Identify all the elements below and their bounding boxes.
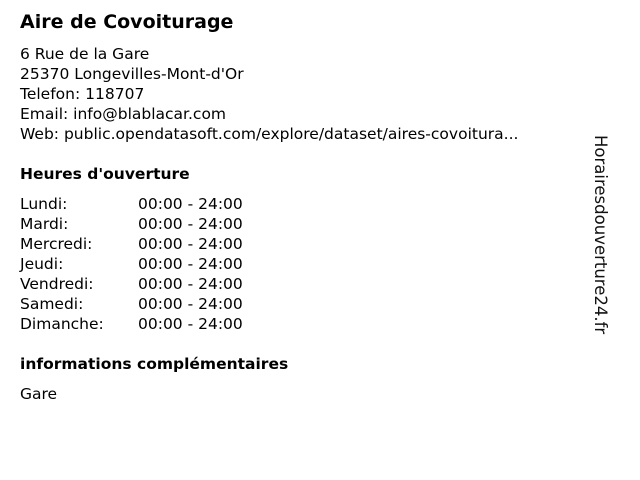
hours-row-friday: [20, 274, 278, 294]
phone-line: [20, 84, 595, 104]
day-hours: 00:00 - 24:00: [138, 215, 243, 233]
hours-row-monday: [20, 194, 278, 214]
day-hours: 00:00 - 24:00: [138, 295, 243, 313]
day-label: Jeudi:: [20, 255, 64, 273]
day-hours: 00:00 - 24:00: [138, 235, 243, 253]
day-label: Mardi:: [20, 215, 69, 233]
hours-row-sunday: [20, 314, 278, 334]
place-title: Aire de Covoiturage: [20, 11, 234, 33]
contact-block: [20, 44, 595, 144]
day-hours: 00:00 - 24:00: [138, 315, 243, 333]
web-link[interactable]: public.opendatasoft.com/explore/dataset/aires-covoitura...: [63, 125, 519, 143]
day-label: Mercredi:: [20, 235, 93, 253]
additional-info-value: Gare: [20, 385, 58, 403]
phone-label: Telefon:: [20, 85, 81, 103]
day-label: Samedi:: [20, 295, 84, 313]
day-hours: 00:00 - 24:00: [138, 195, 243, 213]
brand-watermark: Horairesdouverture24.fr: [591, 135, 610, 335]
hours-row-tuesday: [20, 214, 278, 234]
hours-row-saturday: [20, 294, 278, 314]
web-label: Web:: [20, 125, 60, 143]
hours-row-wednesday: [20, 234, 278, 254]
opening-hours-heading: Heures d'ouverture: [20, 165, 190, 183]
opening-hours-table: [20, 194, 278, 334]
email-line: [20, 104, 595, 124]
email-label: Email:: [20, 105, 69, 123]
web-line: [20, 124, 595, 144]
phone-value[interactable]: 118707: [85, 85, 145, 103]
day-hours: 00:00 - 24:00: [138, 275, 243, 293]
day-hours: 00:00 - 24:00: [138, 255, 243, 273]
day-label: Lundi:: [20, 195, 68, 213]
street-address: 6 Rue de la Gare: [20, 45, 150, 63]
hours-row-thursday: [20, 254, 278, 274]
day-label: Vendredi:: [20, 275, 94, 293]
city-address: 25370 Longevilles-Mont-d'Or: [20, 65, 244, 83]
day-label: Dimanche:: [20, 315, 104, 333]
additional-info-heading: informations complémentaires: [20, 355, 289, 373]
email-link[interactable]: info@blablacar.com: [73, 105, 227, 123]
